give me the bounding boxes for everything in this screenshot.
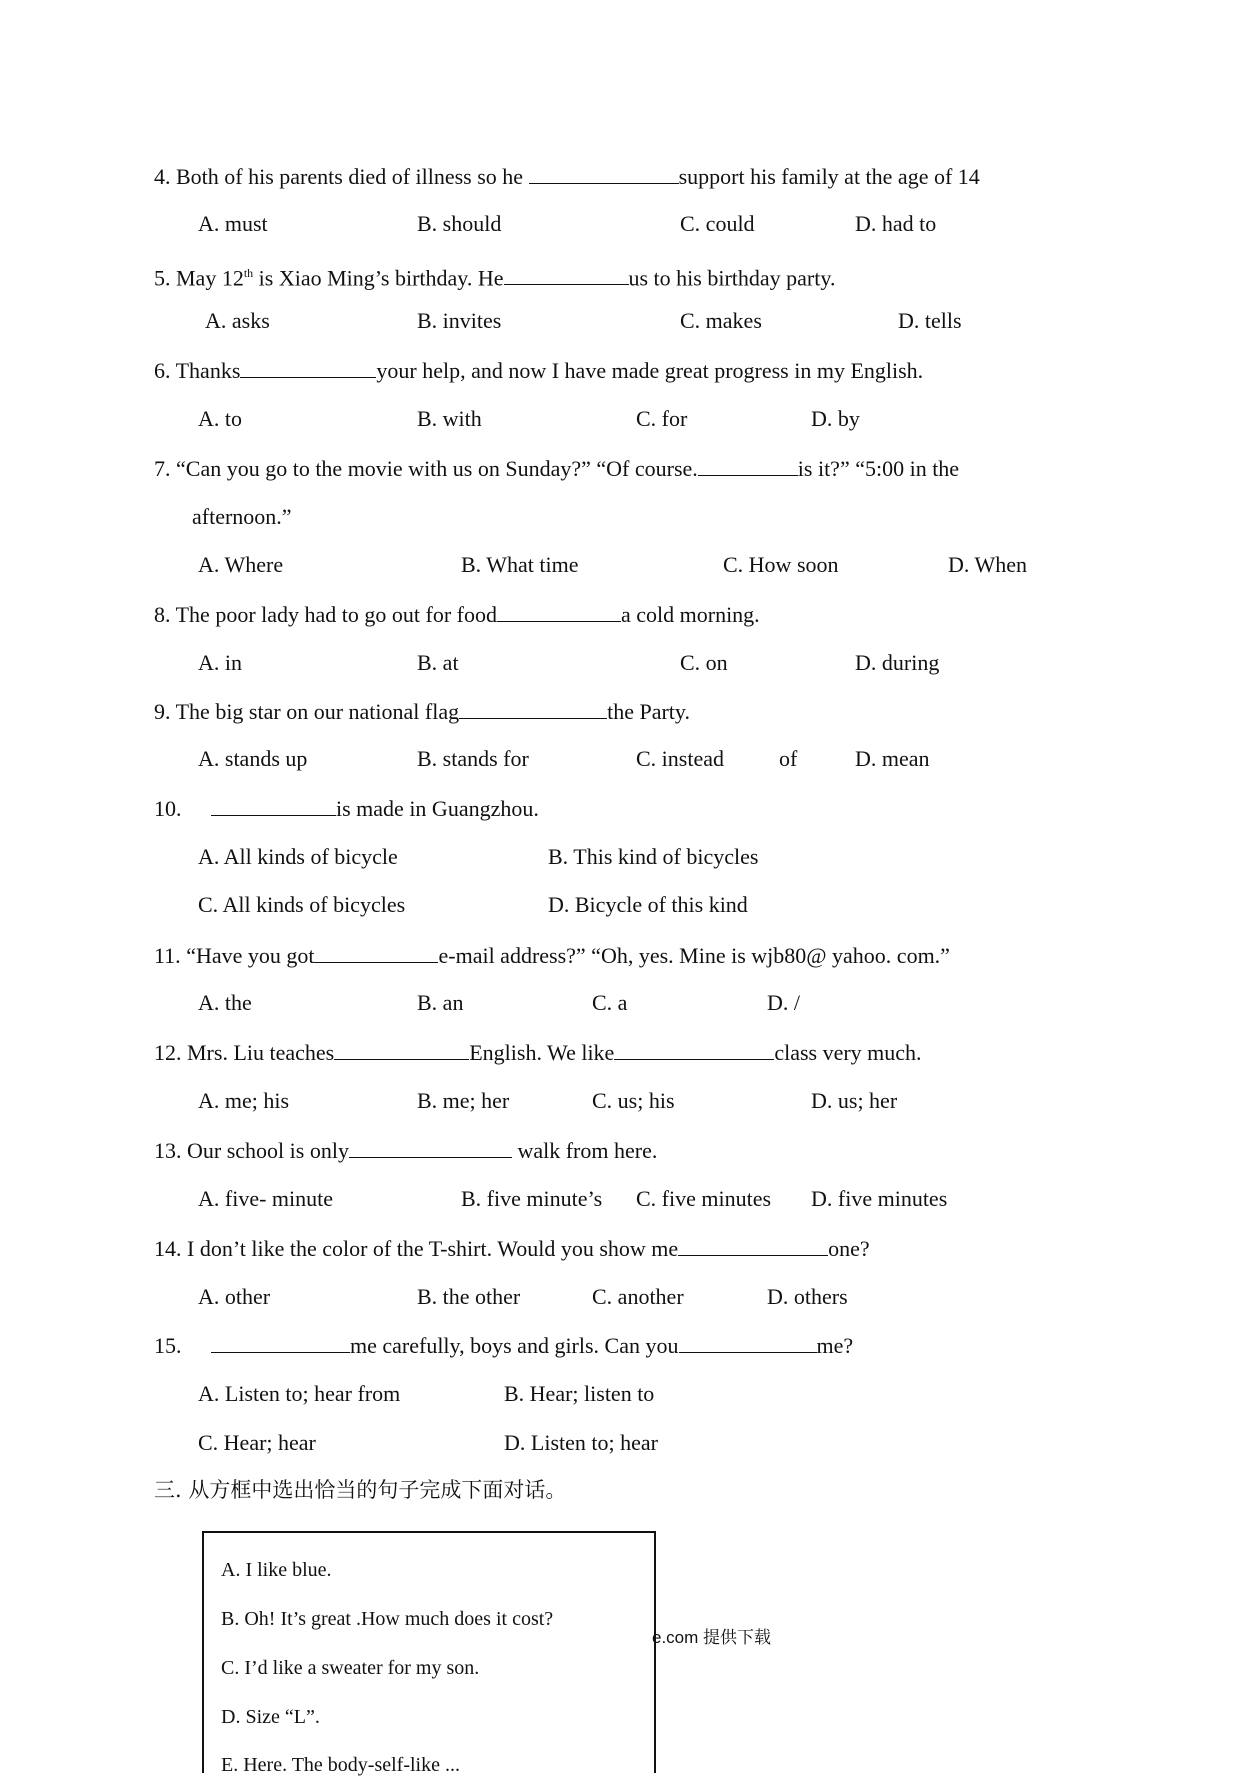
option-a[interactable]: A. in [198,650,242,675]
question-stem-mid: is Xiao Ming’s birthday. He [253,265,504,291]
question-stem: The poor lady had to go out for food [175,602,497,627]
option-d[interactable]: D. others [767,1284,848,1309]
option-b[interactable]: B. stands for [417,746,529,771]
question-stem: Mrs. Liu teaches [187,1040,335,1065]
question-12 [154,1039,922,1066]
question-15 [154,1332,853,1359]
question-number: 9. [154,699,171,724]
question-number: 7. [154,456,171,481]
option-a[interactable]: A. five- minute [198,1186,334,1211]
option-c[interactable]: C. five minutes [636,1186,772,1211]
option-b[interactable]: B. at [417,650,459,675]
option-c[interactable]: C. for [636,406,688,431]
question-stem-mid: English. We like [469,1040,615,1065]
answer-blank[interactable] [678,1235,828,1256]
option-a[interactable]: A. me; his [198,1088,290,1113]
question-stem: I don’t like the color of the T-shirt. Would you show me [187,1236,679,1261]
option-c[interactable]: C. makes [680,308,762,333]
question-stem: Thanks [175,358,241,383]
option-a[interactable]: A. asks [205,308,270,333]
question-6 [154,357,923,384]
question-number: 4. [154,164,171,189]
question-number: 6. [154,358,171,383]
option-a[interactable]: A. to [198,406,242,431]
answer-blank[interactable] [529,163,679,184]
answer-blank[interactable] [240,357,376,378]
box-sentence-a: A. I like blue. [221,1559,332,1581]
watermark-text: e.com 提供下载 [652,1628,772,1647]
option-b[interactable]: B. Hear; listen to [504,1381,655,1406]
question-13 [154,1137,657,1164]
option-b[interactable]: B. the other [417,1284,521,1309]
question-stem-cont: e-mail address?” “Oh, yes. Mine is wjb80@ yahoo. com.” [438,943,950,968]
question-7 [154,455,959,482]
option-c[interactable]: C. on [680,650,728,675]
option-b[interactable]: B. invites [417,308,502,333]
question-stem-cont: the Party. [607,699,690,724]
question-stem-cont: me? [816,1333,854,1358]
question-11 [154,942,950,969]
option-a[interactable]: A. All kinds of bicycle [198,844,398,869]
question-7-continuation: afternoon.” [192,504,292,529]
option-b[interactable]: B. This kind of bicycles [548,844,759,869]
option-d[interactable]: D. had to [855,211,937,236]
question-9 [154,698,690,725]
option-a[interactable]: A. other [198,1284,271,1309]
option-d[interactable]: D. Listen to; hear [504,1430,658,1455]
option-b[interactable]: B. me; her [417,1088,510,1113]
option-a[interactable]: A. Listen to; hear from [198,1381,401,1406]
answer-blank[interactable] [349,1137,512,1158]
question-stem-cont: is made in Guangzhou. [336,796,539,821]
question-stem-cont: your help, and now I have made great progress in my English. [376,358,924,383]
option-c[interactable]: C. Hear; hear [198,1430,316,1455]
answer-blank[interactable] [314,942,438,963]
box-sentence-c: C. I’d like a sweater for my son. [221,1657,480,1679]
section-3-heading: 三. 从方框中选出恰当的句子完成下面对话。 [154,1478,567,1502]
answer-blank-1[interactable] [211,1332,350,1353]
option-b[interactable]: B. with [417,406,482,431]
question-stem-cont: walk from here. [511,1138,658,1163]
option-c[interactable]: C. How soon [723,552,839,577]
question-stem: Our school is only [187,1138,349,1163]
option-b[interactable]: B. should [417,211,502,236]
question-number: 14. [154,1236,182,1261]
question-number: 5. [154,265,171,291]
question-4 [154,163,980,190]
option-d[interactable]: D. during [855,650,940,675]
question-stem-cont: one? [828,1236,870,1261]
question-14 [154,1235,870,1262]
option-b[interactable]: B. five minute’s [461,1186,603,1211]
answer-blank[interactable] [497,601,621,622]
option-d[interactable]: D. tells [898,308,962,333]
option-a[interactable]: A. stands up [198,746,308,771]
option-d[interactable]: D. us; her [811,1088,898,1113]
answer-blank[interactable] [459,698,607,719]
option-d[interactable]: D. / [767,990,800,1015]
option-d[interactable]: D. five minutes [811,1186,948,1211]
option-c[interactable]: C. could [680,211,755,236]
question-stem-cont: is it?” “5:00 in the [797,456,960,481]
question-number: 11. [154,943,181,968]
option-c[interactable]: C. All kinds of bicycles [198,892,406,917]
option-b[interactable]: B. What time [461,552,579,577]
option-c-cont: of [779,746,798,771]
option-a[interactable]: A. must [198,211,268,236]
question-number: 15. [154,1333,182,1358]
question-stem: The big star on our national flag [175,699,460,724]
answer-blank[interactable] [504,264,629,285]
option-d[interactable]: D. Bicycle of this kind [548,892,748,917]
question-number: 12. [154,1040,182,1065]
question-stem-cont: support his family at the age of 14 [678,164,980,189]
question-stem: “Can you go to the movie with us on Sunday?” “Of course. [176,456,698,481]
box-sentence-d: D. Size “L”. [221,1706,320,1728]
question-stem-cont: us to his birthday party. [628,265,836,291]
answer-blank-2[interactable] [614,1039,774,1060]
option-c[interactable]: C. us; his [592,1088,675,1113]
option-d[interactable]: D. When [948,552,1028,577]
option-c[interactable]: C. instead [636,746,724,771]
superscript: th [243,266,254,280]
question-stem-cont: a cold morning. [620,602,760,627]
question-number: 8. [154,602,171,627]
option-b[interactable]: B. an [417,990,464,1015]
question-10 [154,795,539,822]
question-number: 10. [154,796,182,821]
option-c[interactable]: C. a [592,990,628,1015]
question-8 [154,601,760,628]
question-stem: “Have you got [186,943,315,968]
answer-blank-1[interactable] [334,1039,469,1060]
option-d[interactable]: D. by [811,406,860,431]
option-c[interactable]: C. another [592,1284,684,1309]
question-number: 13. [154,1138,182,1163]
option-a[interactable]: A. the [198,990,252,1015]
question-stem: May 12 [176,265,244,291]
box-sentence-e: E. Here. The body-self-like ... [221,1754,460,1776]
question-5 [154,260,835,291]
box-sentence-b: B. Oh! It’s great .How much does it cost? [221,1608,554,1630]
question-stem-mid: me carefully, boys and girls. Can you [350,1333,679,1358]
answer-blank-2[interactable] [679,1332,817,1353]
option-d[interactable]: D. mean [855,746,930,771]
sentence-choice-box [202,1531,656,1776]
option-a[interactable]: A. Where [198,552,284,577]
question-stem-cont: class very much. [774,1040,922,1065]
answer-blank[interactable] [698,455,798,476]
answer-blank[interactable] [211,795,336,816]
question-stem: Both of his parents died of illness so he [176,164,529,189]
